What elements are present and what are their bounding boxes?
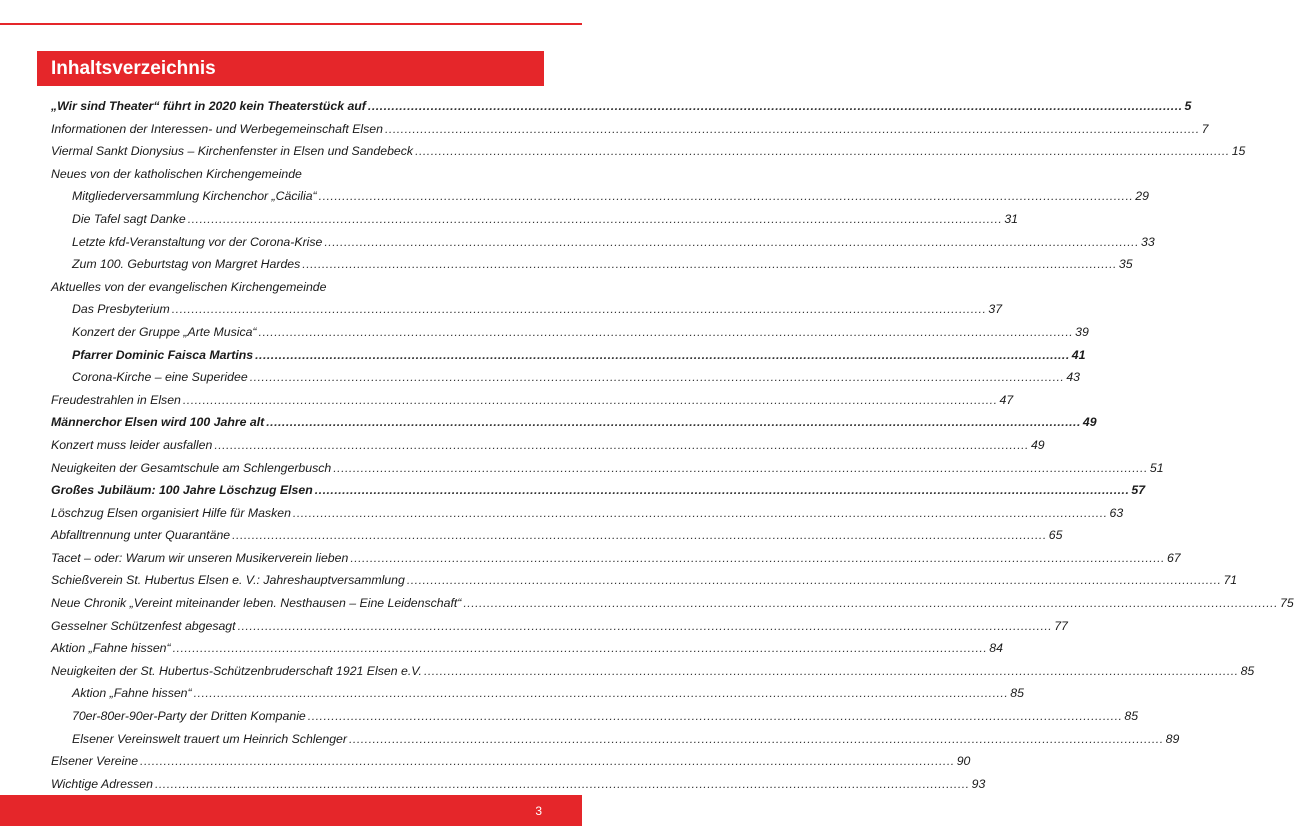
toc-page-number: 65 [1048,528,1063,543]
toc-entry [51,324,1089,348]
toc-page-number: 71 [1223,573,1238,588]
toc-entry [51,347,1086,371]
footer-band [0,795,582,826]
toc-page-number: 35 [1118,257,1133,272]
toc-page-number: 51 [1149,460,1164,475]
toc-entry-title: Mitgliederversammlung Kirchenchor „Cäcilia“ [72,189,317,204]
toc-entry-title: Aktion „Fahne hissen“ [72,686,192,701]
toc-dot-leader [183,393,998,407]
toc-dot-leader [385,122,1200,136]
toc-dot-leader [188,212,1003,226]
toc-entry-title: Freudestrahlen in Elsen [51,392,181,407]
toc-entry [51,550,1181,574]
toc-entry-title: Zum 100. Geburtstag von Margret Hardes [72,257,301,272]
toc-entry-title: Corona-Kirche – eine Superidee [72,370,248,385]
toc-entry-title: Konzert der Gruppe „Arte Musica“ [72,324,257,339]
toc-page-number: 77 [1054,618,1068,633]
toc-dot-leader [424,664,1239,678]
toc-entry-title: Neues von der katholischen Kirchengemeinde [51,166,302,181]
toc-page-number: 57 [1131,483,1146,498]
toc-entry [51,415,1097,438]
toc-page-number: 37 [988,302,1003,317]
toc-entry-title: Neue Chronik „Vereint miteinander leben. Nesthausen – Eine Leidenschaft“ [51,596,462,611]
header-band [37,51,544,86]
toc-entry [51,189,1149,212]
page-number: 3 [535,804,542,818]
toc-entry [51,370,1081,393]
toc-page-number: 93 [971,776,986,791]
toc-dot-leader [172,302,987,316]
toc-entry [51,505,1124,529]
toc-dot-leader [302,257,1117,271]
toc-page-number: 7 [1201,121,1209,136]
toc-dot-leader [324,235,1139,249]
toc-page-number: 85 [1010,686,1024,701]
toc-page-number: 90 [956,754,971,769]
toc-section-heading [51,280,545,303]
toc-dot-leader [266,415,1081,429]
toc-entry [51,392,1014,416]
toc-page-number: 89 [1165,731,1180,746]
toc-dot-leader [333,461,1148,475]
toc-page-number: 29 [1135,189,1149,204]
toc-page-number: 39 [1075,324,1089,339]
toc-page-number: 63 [1109,505,1124,520]
toc-entry [51,483,1146,506]
toc-page-number: 33 [1141,234,1155,249]
toc-entry [51,460,1164,484]
toc-page-number: 15 [1231,144,1246,159]
toc-entry [51,596,1294,619]
toc-dot-leader [194,686,1009,700]
toc-dot-leader [463,596,1278,610]
toc-entry [51,99,1192,122]
toc-entry-title: Konzert muss leider ausfallen [51,437,213,452]
toc-dot-leader [415,144,1230,158]
toc-page-number: 75 [1280,596,1294,611]
toc-dot-leader [315,483,1130,497]
toc-entry [51,302,1003,325]
toc-dot-leader [350,551,1165,565]
top-divider [0,23,582,25]
toc-entry [51,618,1068,642]
toc-entry-title: Informationen der Interessen- und Werbegemeinschaft Elsen [51,121,383,136]
toc-entry [51,731,1180,755]
toc-entry [51,663,1255,687]
toc-page-number: 85 [1124,709,1139,724]
toc-entry-title: Elsener Vereine [51,754,139,769]
toc-entry [51,121,1209,145]
toc-entry [51,709,1139,732]
toc-entry [51,437,1045,461]
toc-entry-title: Großes Jubiläum: 100 Jahre Löschzug Elsen [51,483,313,498]
toc-dot-leader [250,370,1065,384]
toc-dot-leader [214,438,1029,452]
toc-dot-leader [293,506,1108,520]
toc-page-number: 85 [1240,663,1255,678]
toc-entry-title: Elsener Vereinswelt trauert um Heinrich Schlenger [72,731,347,746]
toc-entry [51,686,1024,709]
toc-dot-leader [259,325,1074,339]
toc-dot-leader [319,189,1134,203]
toc-dot-leader [255,348,1070,362]
toc-entry-title: Wichtige Adressen [51,776,153,791]
toc-page-number: 67 [1166,550,1181,565]
toc-page-number: 31 [1004,211,1019,226]
toc-entry-title: Gesselner Schützenfest abgesagt [51,618,236,633]
toc-page-number: 84 [989,641,1003,656]
toc-entry-title: Letzte kfd-Veranstaltung vor der Corona-Krise [72,234,323,249]
toc-dot-leader [308,709,1123,723]
toc-dot-leader [173,641,988,655]
toc-dot-leader [232,528,1047,542]
toc-entry-title: Neuigkeiten der Gesamtschule am Schlengerbusch [51,460,332,475]
toc-entry [51,144,1246,167]
toc-entry-title: Die Tafel sagt Danke [72,211,186,226]
toc-entry-title: Viermal Sankt Dionysius – Kirchenfenster in Elsen und Sandebeck [51,144,414,159]
toc-page-number: 41 [1071,347,1086,362]
toc-entry [51,641,1003,664]
page-title: Inhaltsverzeichnis [51,58,216,79]
toc-page-number: 43 [1066,370,1081,385]
toc-entry [51,211,1019,235]
toc-entry-title: Tacet – oder: Warum wir unseren Musikerverein lieben [51,550,349,565]
toc-entry-title: Pfarrer Dominic Faisca Martins [72,347,254,362]
toc-section-heading [51,167,545,190]
toc-entry-title: Das Presbyterium [72,302,170,317]
toc-entry-title: „Wir sind Theater“ führt in 2020 kein Theaterstück auf [51,99,366,113]
toc-entry [51,754,971,777]
toc-dot-leader [140,754,955,768]
toc-entry-title: Abfalltrennung unter Quarantäne [51,528,231,543]
toc-dot-leader [407,573,1222,587]
toc-entry [51,257,1133,280]
toc-entry-title: Schießverein St. Hubertus Elsen e. V.: Jahreshauptversammlung [51,573,405,588]
toc-entry-title: 70er-80er-90er-Party der Dritten Kompanie [72,709,306,724]
toc-dot-leader [155,777,970,791]
toc-entry-title: Neuigkeiten der St. Hubertus-Schützenbruderschaft 1921 Elsen e.V. [51,663,422,678]
table-of-contents [51,99,1294,799]
toc-entry-title: Männerchor Elsen wird 100 Jahre alt [51,415,265,430]
toc-dot-leader [238,619,1053,633]
toc-entry-title: Aktion „Fahne hissen“ [51,641,171,656]
toc-dot-leader [368,99,1183,113]
toc-page-number: 49 [1030,437,1045,452]
toc-dot-leader [349,732,1164,746]
toc-entry [51,234,1155,258]
toc-page-number: 47 [999,392,1014,407]
toc-page-number: 5 [1184,99,1192,113]
toc-entry [51,528,1063,551]
toc-entry-title: Löschzug Elsen organisiert Hilfe für Masken [51,505,291,520]
toc-page-number: 49 [1082,415,1097,430]
toc-entry [51,573,1238,596]
toc-entry-title: Aktuelles von der evangelischen Kirchengemeinde [51,279,327,294]
